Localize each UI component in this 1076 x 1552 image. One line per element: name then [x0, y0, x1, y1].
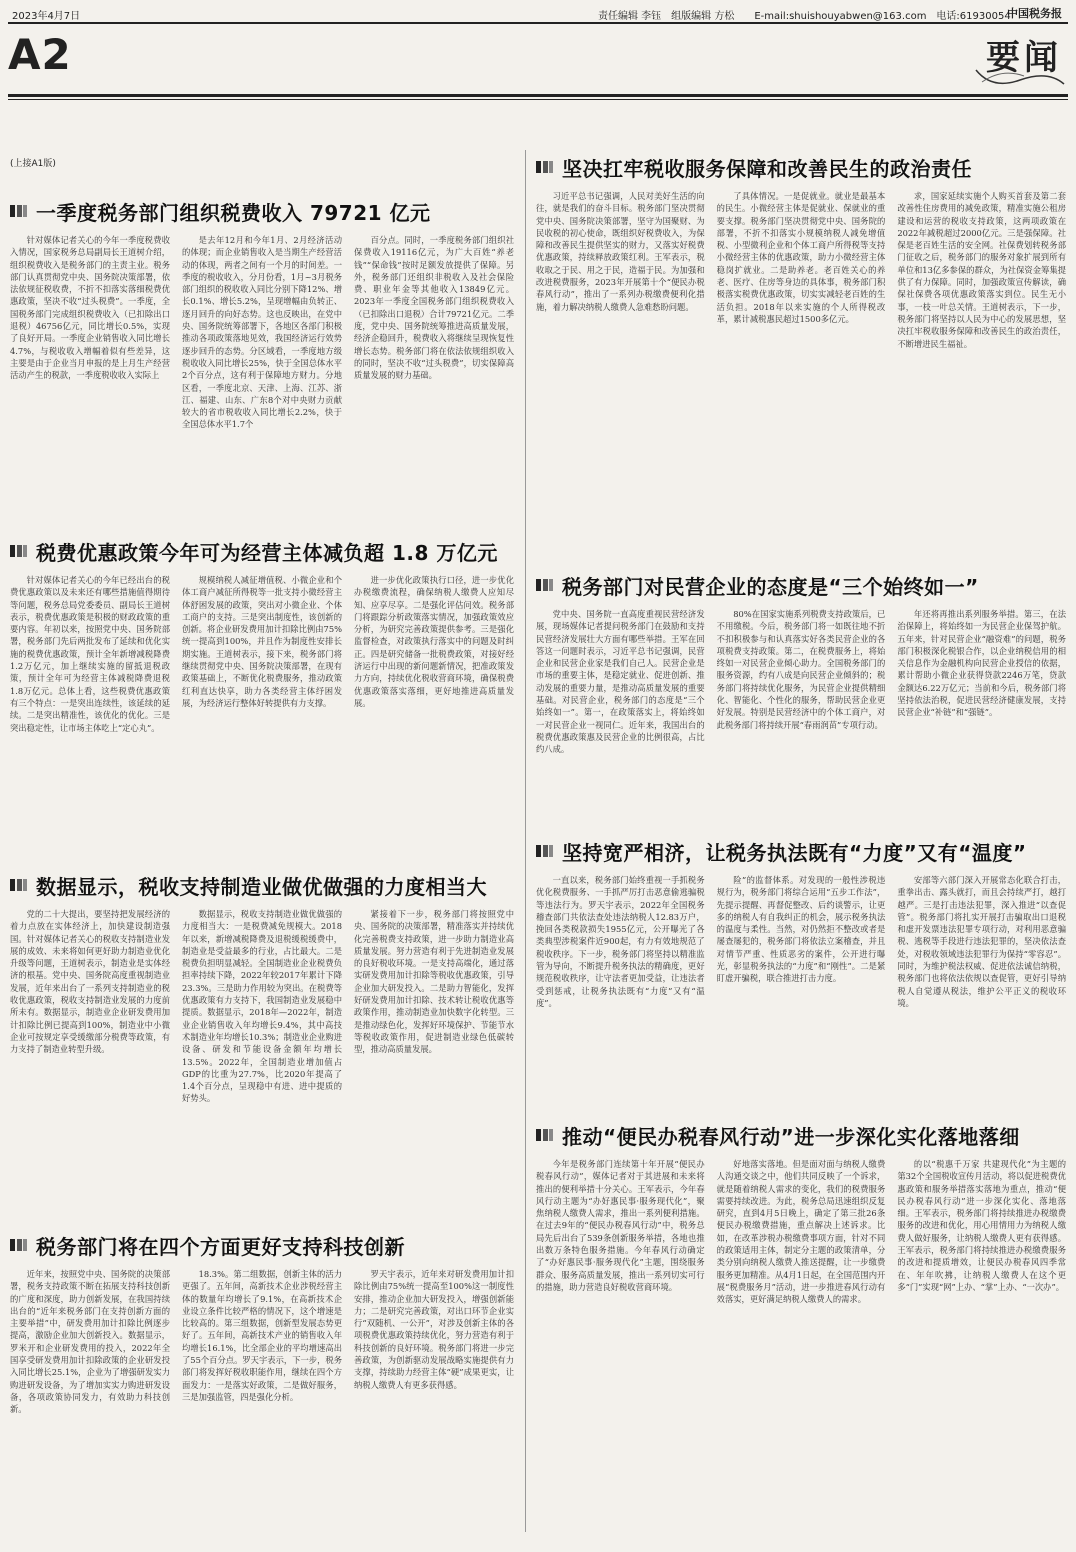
column-divider [525, 150, 526, 1532]
article-column: 数据显示，税收支持制造业做优做强的力度相当大：一是税费减免规模大。2018年以来，新增减税降费及退税缓税缓费中，制造业是受益最多的行业，占比最大。二是税费负担明显减轻。全国制造业企业税费负担率持续下降，2022年较2017年累计下降23.3%。三是助力作用较为突出。在税费等优惠政策有力支持下，我国制造业发展稳中提质。数据显示，2018年—2022年，制造业企业销售收入年均增长9.4%，其中高技术制造业年均增长10.3%；制造业企业购进设备、研发和节能设备金额年均增长13.5%。2022年，全国制造业增加值占GDP的比重为27.7%，比2020年提高了1.4个百分点，呈现稳中有进、进中提质的好势头。 [182, 909, 342, 1104]
paper-name: 中国税务报 [1007, 7, 1062, 20]
article-column: 80%在国家实施系列税费支持政策后，已不用缴税。今后，税务部门将一如既往地不折不扣积极参与和认真落实好各类民营企业的各项税费支持政策。第二，在税费服务上，将始终如一对民营企业倾心助力。全国税务部门的服务资源，约有八成是向民营企业倾斜的；税务部门将持续优化服务，为民营企业提供精细化、智能化、个性化的服务，帮助民营企业更好发展。特别是民营经济中的个体工商户，对此税务部门将持续开展“春雨润苗”专项行动。 [716, 609, 886, 730]
article-column: 求，国家延续实施个人购买首套及第二套改善性住房费用的减免政策，精准实施公租房建设和运营的税收支持政策，这两项政策在2022年减税超过2000亿元。三是强保障。社保是老百姓生活的安全网。社保费划转税务部门征收之后，税务部门的服务对象扩展到所有单位和13亿多参保的群众，为社保资金筹集提供了有力保障。同时，加强政策宣传解读，确保社保费各项优惠政策落实到位。民生无小事，一枝一叶总关情。王道树表示，下一步，税务部门将坚持以人民为中心的发展思想，坚决扛牢税收服务保障和改善民生的政治责任，不断增进民生福祉。 [897, 191, 1066, 349]
article-headline [10, 534, 514, 568]
issue-date: 2023年4月7日 [12, 11, 81, 22]
article [10, 1228, 514, 1538]
article-column: 年还将再推出系列服务举措。第三，在法治保障上，将始终如一为民营企业保驾护航。五年来，针对民营企业“融资难”的问题，税务部门积极深化税银合作，以企业纳税信用的相关信息作为金融机构向民营企业授信的依据，累计帮助小微企业获得贷款2246万笔，贷款金额达6.22万亿元；当前和今后，税务部门将坚持依法治税，促进民营经济健康发展，支持民营企业“补链”和“强链”。 [897, 609, 1066, 718]
article-headline [10, 1228, 514, 1262]
headline-marker-icon [10, 1239, 28, 1251]
article [536, 150, 1066, 546]
headline-marker-icon [10, 879, 28, 891]
article-column: 党的二十大提出，要坚持把发展经济的着力点放在实体经济上，加快建设制造强国。针对媒体记者关心的税收支持制造业发展的成效、未来将如何更好助力制造业优化升级等问题，王道树表示，制造业是实体经济的根基。党中央、国务院高度重视制造业发展，近年来出台了一系列支持制造业的税收优惠政策，税收支持制造业发展的力度前所未有。数据显示，制造业企业研发费用加计扣除比例已提高到100%，制造业中小微企业可按规定享受缓缴部分税费等政策，有力支持了制造业转型升级。 [10, 909, 170, 1055]
article-column: 针对媒体记者关心的今年一季度税费收入情况，国家税务总局副局长王道树介绍，组织税费收入是税务部门的主责主业。税务部门认真贯彻党中央、国务院决策部署，依法依规征税收费，不折不扣落实落细税费优惠政策，坚决不收“过头税费”。一季度，全国税务部门完成组织税费收入（已扣除出口退税）46756亿元，同比增长0.5%，实现了良好开局。一季度企业销售收入同比增长4.7%，与税收收入增幅着似有些差异，这主要是由于企业当月申报的是上月生产经营活动产生的税款，一季度税收收入实际上 [10, 235, 170, 381]
article-column: 险”的监督体系。对发现的一般性涉税违规行为，税务部门将综合运用“五步工作法”，先提示提醒、再督促整改、后约谈警示，让更多的纳税人有自我纠正的机会，展示税务执法的温度与柔性。当然，对仍然拒不整改或者是屡查屡犯的，税务部门将依法立案稽查，并且对情节严重、性质恶劣的案件，公开进行曝光，彰显税务执法的“力度”和“刚性”。二是紧盯虚开骗税，联合推进打击力度。 [716, 875, 886, 984]
article-column: 进一步优化政策执行口径，进一步优化办税缴费流程，确保纳税人缴费人应知尽知、应享尽享。二是强化评估问效。税务部门将跟踪分析政策落实情况，加强政策效应分析，为研究完善政策提供参考。三是强化监督检查，对政策执行落实中的问题及时纠正。四是研究储备一批税费政策，对接好经济运行中出现的新问题新情况，把准政策发力方向，持续优化税收营商环境，确保税费优惠政策落实落细，更好地推进高质量发展。 [354, 575, 514, 708]
page-number: A2 [8, 30, 72, 79]
headline-text: 坚决扛牢税收服务保障和改善民生的政治责任 [562, 156, 972, 181]
section-title: 要闻 [986, 38, 1062, 78]
headline-text: 税费优惠政策今年可为经营主体减负超 1.8 万亿元 [36, 540, 498, 565]
article-column: 18.3%。第二组数据，创新主体的活力更强了。五年间，高新技术企业涉税经营主体的数量年均增长了9.1%，在高新技术企业设立条件比较严格的情况下，这个增速是比较高的。第三组数据，创新型发展态势更好了。五年间，高新技术产业的销售收入年均增长16.1%，比全部企业的平均增速高出了55个百分点。罗天宇表示，下一步，税务部门将发挥好税收职能作用，继续在四个方面发力：一是落实好政策，二是做好服务，三是加强监管，四是强化分析。 [182, 1269, 342, 1402]
article-column: 今年是税务部门连续第十年开展“便民办税春风行动”，媒体记者对于其进展和未来将推出的便利举措十分关心。王军表示，今年春风行动主题为“办好惠民事·服务现代化”，聚焦纳税人缴费人需求，推出一系列便利措施。在过去9年的“便民办税春风行动”中，税务总局先后出台了539条创新服务举措，各地也推出数万条特色服务措施。今年春风行动确定了“办好惠民事·服务现代化”主题，围绕服务群众、服务高质量发展，推出一系列切实可行的措施，助力营造良好税收营商环境。 [536, 1159, 705, 1292]
article-column: 百分点。同时，一季度税务部门组织社保费收入19116亿元，为广大百姓“养老钱”“保命钱”按时足额发放提供了保障。另外，税务部门还组织非税收入及社会保险费、职业年金等其他收入13849亿元。2023年一季度全国税务部门组织税费收入（已扣除出口退税）合计79721亿元。二季度，党中央、国务院统筹推进高质量发展，经济企稳回升，税费收入将继续呈现恢复性增长态势。税务部门将在依法依规组织收入的同时，坚决不收“过头税费”，切实保障高质量发展的财力基础。 [354, 235, 514, 381]
article-column: 针对媒体记者关心的今年已经出台的税费优惠政策以及未来还有哪些措施值得期待等问题，税务总局党委委员、副局长王道树表示，税费优惠政策是积极的财政政策的重要内容。年初以来，按照党中央、国务院部署，税务部门先后两批发布了延续和优化实施的税费优惠政策，预计全年新增减税降费1.2万亿元，加上继续实施的留抵退税政策，预计全年可为经营主体减税降费退税1.8万亿元。总体上看，这些税费优惠政策有三个特点：一是突出连续性，该延续的延续。二是突出精准性，该优化的优化。三是突出稳定性，让市场主体吃上“定心丸”。 [10, 575, 170, 733]
article-column: 是去年12月和今年1月、2月经济活动的体现；而企业销售收入是当期生产经营活动的体现，两者之间有一个月的时间差。一季度的税收收入，分月份看，1月~3月税务部门组织的税收收入同比分别下降12%、增长0.1%、增长5.2%，呈现增幅由负转正、逐月回升的向好态势。这也反映出，在党中央、国务院统筹部署下，各地区各部门积极推动各项政策落地见效，我国经济运行效势逐步回升的态势。分区域看，一季度地方级税收收入同比增长25%，快于全国总体水平2个百分点，这有利于保障地方财力。分地区看，一季度北京、天津、上海、江苏、浙江、福建、山东、广东8个对中央财力贡献较大的省市税收收入同比增长2.2%，快于全国总体水平1.7个 [182, 235, 342, 430]
article-column: 罗天宇表示，近年来对研发费用加计扣除比例由75%统一提高至100%这一制度性安排，推动企业加大研发投入，增强创新能力；二是研究完善政策，对出口环节企业实行“双随机、一公开”，对涉及创新主体的各项税费优惠政策持续优化，努力营造有利于科技创新的良好环境。税务部门将进一步完善政策，为创新驱动发展战略实施提供有力支撑，持续助力经营主体“硬”成果更实，让纳税人缴费人有更多获得感。 [354, 1269, 514, 1390]
headline-text: 推动“便民办税春风行动”进一步深化实化落地落细 [562, 1124, 1020, 1149]
header-rule-thick [8, 94, 1068, 97]
masthead-bar [8, 4, 1068, 22]
article-column: 了具体情况。一是促就业。就业是最基本的民生。小微经营主体是促就业、保就业的重要支撑。税务部门坚决贯彻党中央、国务院的部署，不折不扣落实小规模纳税人减免增值税、小型微利企业和个体工商户所得税等支持小微经营主体的优惠政策，助力小微经营主体稳岗扩就业。二是助养老。老百姓关心的养老、医疗、住房等身边的具体事，税务部门积极落实税费优惠政策，切实实减轻老百姓的生活负担。2018年以来实施的个人所得税改革，累计减税惠民超过1500多亿元。 [716, 191, 886, 324]
article-headline [536, 568, 1066, 602]
editor-info: 责任编辑 李钰 组版编辑 方松 E-mail:shuishouyabwen@163.com 电话:61930054 [598, 11, 1011, 22]
section-ornament-icon [972, 64, 1068, 90]
article [10, 868, 514, 1210]
headline-text: 一季度税务部门组织税费收入 79721 亿元 [36, 200, 431, 225]
headline-marker-icon [536, 161, 554, 173]
article-column: 规模纳税人减征增值税、小微企业和个体工商户减征所得税等一批支持小微经营主体舒困发展的政策，突出对小微企业、个体工商户的支持。三是突出制度性，该创新的创新。将企业研发费用加计扣除比例由75%统一提高到100%，并且作为制度性安排长期实施。王道树表示，接下来，税务部门将继续贯彻党中央、国务院决策部署，在现有政策基础上，不断优化税费服务，推动政策红利直达快享，助力各类经营主体纾困发展，为经济运行整体好转提供有力支撑。 [182, 575, 342, 708]
headline-text: 坚持宽严相济，让税务执法既有“力度”又有“温度” [562, 840, 1027, 865]
article-headline [10, 194, 514, 228]
header-rule-thin [8, 99, 1068, 100]
article-headline [536, 1118, 1066, 1152]
header-rule [8, 22, 1068, 24]
article-column: 的以“税惠千万家 共建现代化”为主题的第32个全国税收宣传月活动，将以促进税费优惠政策和服务举措落实落地为重点，推动“便民办税春风行动”进一步深化实化、落地落细。王军表示，税务部门将持续推进办税缴费服务的改进和优化，用心用情用力为纳税人缴费人做好服务，让纳税人缴费人更有获得感。王军表示，税务部门将持续推进办税缴费服务的改进和提质增效，让便民办税春风四季常在、年年吹拂，让纳税人缴费人在这个更多“门”实现“网”上办、“掌”上办、“一次办”。 [897, 1159, 1066, 1292]
article-headline [536, 834, 1066, 868]
article [10, 534, 514, 860]
headline-marker-icon [10, 205, 28, 217]
headline-marker-icon [536, 1129, 554, 1141]
headline-marker-icon [10, 545, 28, 557]
headline-text: 税务部门对民营企业的态度是“三个始终如一” [562, 574, 979, 599]
article-column: 好地落实落地。但是面对面与纳税人缴费人沟通交谈之中，他们共同反映了一个诉求，就是随着纳税人需求的变化，我们的税费服务需要持续改进。为此，税务总局迅速组织反复研究，直到4月5日晚上，确定了第三批26条便民办税缴费措施，重点解决上述诉求。比如，在改革涉税办税缴费事项方面，针对不同的政策适用主体，制定分主题的政策清单，分类分别向纳税人缴费人推送提醒，让一步缴费服务更加精准。从4月1日起，在全国范围内开展“税费服务月”活动，进一步推进春风行动有效落实，更好满足纳税人缴费人的需求。 [716, 1159, 886, 1305]
article-headline [10, 868, 514, 902]
article [536, 568, 1066, 792]
article-headline [536, 150, 1066, 184]
article-column: 习近平总书记强调，人民对美好生活的向往，就是我们的奋斗目标。税务部门坚决贯彻党中央、国务院决策部署，坚守为国聚财、为民收税的初心使命，既组织好税费收入，为保障和改善民生提供坚实的财力，又落实好税费优惠政策，持续释放政策红利。王军表示，税收取之于民、用之于民，造福于民。为加强和改进税费服务，2023年开展第十个“便民办税春风行动”，推出了一系列办税缴费便利化措施，着力解决纳税人缴费人急难愁盼问题。 [536, 191, 705, 312]
article [536, 1118, 1066, 1540]
article-column: 安部等六部门深入开展常态化联合打击，重拳出击、露头就打，而且会持续严打，越打越严。三是打击违法犯罪，深入推进“以查促管”。税务部门将扎实开展打击骗取出口退税和虚开发票违法犯罪专项行动，对利用恶意骗税、逃税等手段进行违法犯罪的，坚决依法查处，对税收领域违法犯罪行为保持“零容忍”。同时，为维护税法权威、促进依法诚信纳税，税务部门也将依法依规以查促管，更好引导纳税人自觉遵从税法，维护公平正义的税收环境。 [897, 875, 1066, 1008]
article-column: 一直以来，税务部门始终重视一手抓税务优化税费服务、一手抓严厉打击恶意偷逃骗税等违法行为。罗天宇表示，2022年全国税务稽查部门共依法查处违法纳税人12.83万户，挽回各类税款损失1955亿元，公开曝光了各类典型涉税案件近900起，有力有效地规范了税收秩序。下一步，税务部门将坚持以精准监管为导向，不断提升税务执法的精确度，更好规范税收秩序，让守法者更加受益，让违法者受到惩戒，让税务执法既有“力度”又有“温度”。 [536, 875, 705, 1008]
continued-note: (上接A1版) [10, 159, 56, 169]
headline-text: 税务部门将在四个方面更好支持科技创新 [36, 1234, 405, 1259]
headline-marker-icon [536, 845, 554, 857]
article-column: 近年来，按照党中央、国务院的决策部署，税务支持政策不断在拓展支持科技创新的广度和深度，助力创新发展，在我国持续出台的“近年来税务部门在支持创新方面的主要举措”中，研发费用加计扣除比例逐步提高，激励企业加大创新投入。数据显示，罗米开和企业研发费用的投入，2022年全国享受研发费用加计扣除政策的企业研发投入同比增长25.1%，企业为了增强研发实力购进研发设备，为了增加实实力购进研发设备，各项政策协同发力，有效助力科技创新。 [10, 1269, 170, 1415]
headline-text: 数据显示，税收支持制造业做优做强的力度相当大 [36, 874, 487, 899]
article [10, 194, 514, 530]
article-column: 紧接着下一步，税务部门将按照党中央、国务院的决策部署，精准落实并持续优化完善税费支持政策，进一步助力制造业高质量发展。努力营造有利于先进制造业发展的良好税收环境。一是支持高端化，通过落实研发费用加计扣除等税收优惠政策，引导企业加大研发投入。二是助力智能化，发挥好研发费用加计扣除、技术转让税收优惠等政策作用，推动制造业加快数字化转型。三是推动绿色化，发挥好环境保护、节能节水等税收政策作用，促进制造业绿色低碳转型，推动高质量发展。 [354, 909, 514, 1055]
article [536, 834, 1066, 1118]
headline-marker-icon [536, 579, 554, 591]
article-column: 党中央、国务院一直高度重视民营经济发展，现场媒体记者提问税务部门在鼓励和支持民营经济发展壮大方面有哪些举措。王军在回答这一问题时表示，习近平总书记强调，民营企业和民营企业家是我们自己人。民营企业是市场的重要主体，是稳定就业、促进创新、推动发展的重要力量，是推动高质量发展的重要基础。对民营企业，税务部门的态度是“三个始终如一”。第一，在政策落实上，将始终如一对民营企业一视同仁。近年来，我国出台的税费优惠政策惠及民营企业的比例很高，占比约八成。 [536, 609, 705, 755]
